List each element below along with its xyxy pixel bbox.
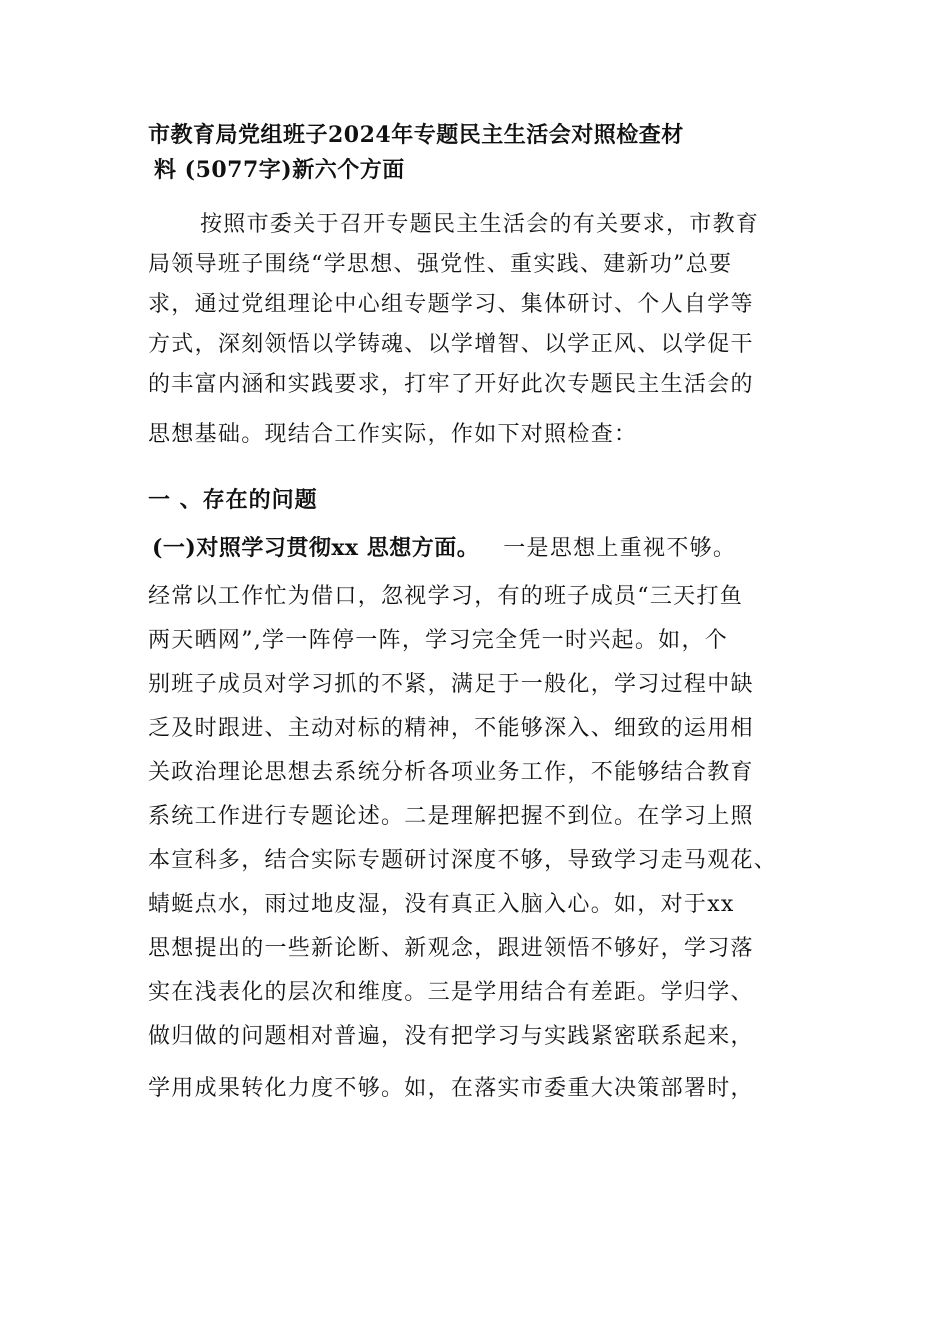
body-line: 学用成果转化力度不够。如，在落实市委重大决策部署时， (148, 1076, 754, 1101)
intro-line: 方式，深刻领悟以学铸魂、以学增智、以学正风、以学促干 (148, 332, 754, 357)
body-line: 经常以工作忙为借口，忽视学习，有的班子成员“三天打鱼 (148, 584, 744, 609)
subsection-heading: (一)对照学习贯彻xx 思想方面。 (152, 535, 480, 561)
body-paragraph (148, 575, 808, 1111)
subsection-heading-row (152, 530, 812, 567)
intro-line: 求，通过党组理论中心组专题学习、集体研讨、个人自学等 (148, 292, 754, 317)
body-line: 别班子成员对学习抓的不紧，满足于一般化，学习过程中缺 (148, 672, 754, 697)
body-line: 本宣科多，结合实际专题研讨深度不够，导致学习走马观花、 (148, 848, 778, 873)
subsection-first-sentence: 一是思想上重视不够。 (503, 536, 737, 561)
intro-line: 思想基础。现结合工作实际，作如下对照检查： (148, 422, 638, 447)
body-line: 关政治理论思想去系统分析各项业务工作，不能够结合教育 (148, 760, 754, 785)
body-line: 乏及时跟进、主动对标的精神，不能够深入、细致的运用相 (148, 716, 754, 741)
body-line: 两天晒网”,学一阵停一阵，学习完全凭一时兴起。如，个 (148, 628, 729, 653)
title-line-1: 市教育局党组班子2024年专题民主生活会对照检查材 (148, 122, 684, 148)
intro-line: 局领导班子围绕“学思想、强党性、重实践、建新功”总要 (148, 252, 733, 277)
intro-paragraph (148, 205, 808, 455)
body-line: 蜻蜓点水，雨过地皮湿，没有真正入脑入心。如，对于xx (148, 892, 735, 917)
section-heading: 一 、存在的问题 (148, 487, 318, 513)
body-line: 实在浅表化的层次和维度。三是学用结合有差距。学归学、 (148, 980, 754, 1005)
intro-line: 的丰富内涵和实践要求，打牢了开好此次专题民主生活会的 (148, 372, 754, 397)
document-title (148, 118, 808, 188)
title-line-2: 料 (5077字)新六个方面 (154, 157, 405, 183)
body-line: 做归做的问题相对普遍，没有把学习与实践紧密联系起来， (148, 1024, 754, 1049)
intro-line: 按照市委关于召开专题民主生活会的有关要求，市教育 (200, 212, 760, 237)
body-line: 系统工作进行专题论述。二是理解把握不到位。在学习上照 (148, 804, 754, 829)
body-line: 思想提出的一些新论断、新观念，跟进领悟不够好，学习落 (148, 936, 754, 961)
